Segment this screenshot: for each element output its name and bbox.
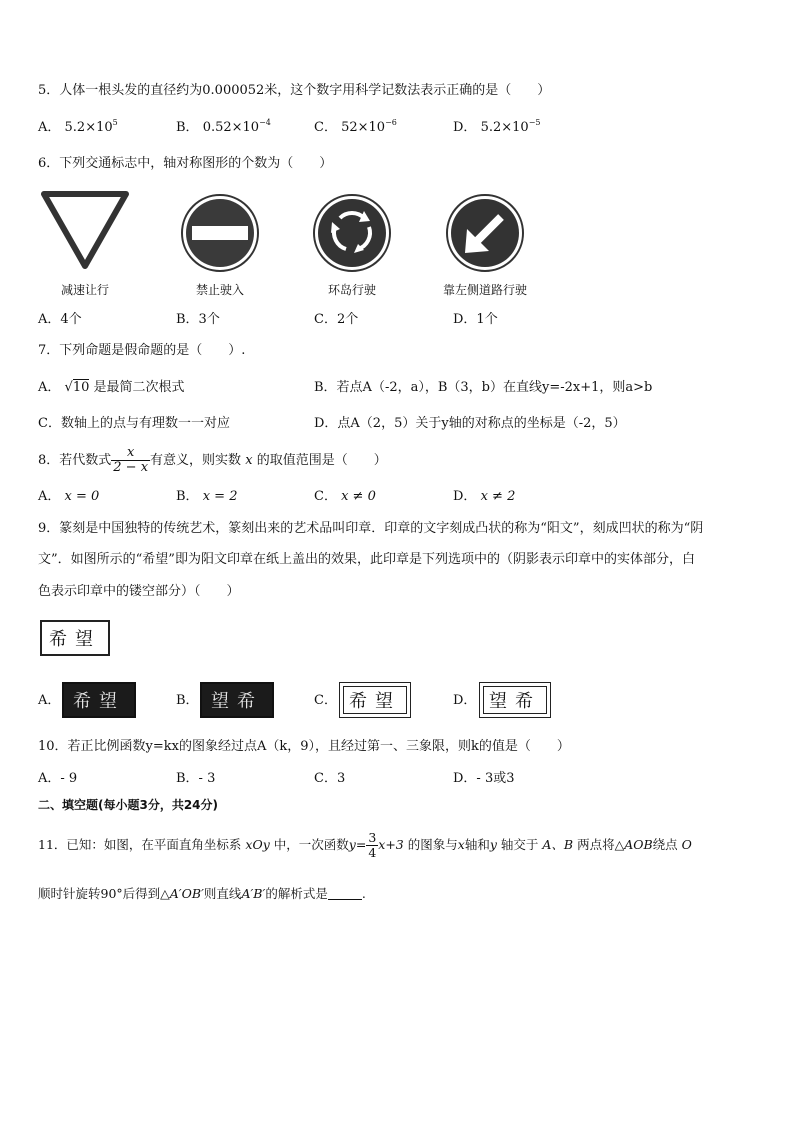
q6-option-b[interactable]: B．3个 [176,312,220,327]
q8-option-b[interactable]: B． x = 2 [176,489,238,504]
q10-option-a[interactable]: A．- 9 [38,771,78,786]
q8-option-a[interactable]: A． x = 0 [38,489,100,504]
seal-option-d[interactable]: 望希 [479,682,551,718]
no-entry-icon [180,193,260,273]
q5-option-a[interactable]: A． $5.2\times 10^5$ [38,118,118,135]
fraction: $\frac{x}{2 - x}$ [113,445,149,475]
q9-option-a-label[interactable]: A． [38,693,61,708]
seal-option-c[interactable]: 希望 [339,682,411,718]
sqrt-symbol: √ [64,380,73,395]
question-9-line-2: 文”．如图所示的“希望”即为阳文印章在纸上盖出的效果，此印章是下列选项中的（阴影表示印章中的实体部分，白 [38,552,695,567]
q6-option-c[interactable]: C．2个 [314,312,359,327]
question-6-stem: 6．下列交通标志中，轴对称图形的个数为（ ） [38,156,333,171]
q9-option-c-label[interactable]: C． [314,693,337,708]
q5-option-b[interactable]: B． $0.52\times 10^{-4}$ [176,118,271,135]
sign-label-roundabout: 环岛行驶 [327,283,376,297]
q7-option-c[interactable]: C．数轴上的点与有理数一一对应 [38,416,230,431]
keep-left-arrow-icon [445,193,525,273]
sign-label-keep-left: 靠左侧道路行驶 [442,283,527,297]
question-11-line-2: 顺时针旋转90°后得到△A′OB′则直线A′B′的解析式是 . [38,886,366,901]
q5-option-c[interactable]: C． $52\times 10^{-6}$ [314,118,397,135]
sample-seal-image: 希望 [40,620,110,656]
slope-fraction: $\frac{3}{4}$ [368,830,377,860]
q6-option-a[interactable]: A．4个 [38,312,82,327]
yield-triangle-icon [40,190,130,270]
seal-option-b[interactable]: 望希 [200,682,274,718]
q7-option-b[interactable]: B．若点A（-2，a），B（3，b）在直线y=-2x+1，则a>b [314,380,653,395]
question-9-line-3: 色表示印章中的镂空部分）（ ） [38,584,240,599]
question-7-stem: 7．下列命题是假命题的是（ ）. [38,343,246,358]
q10-option-c[interactable]: C．3 [314,771,346,786]
q8-option-c[interactable]: C． x ≠ 0 [314,489,376,504]
q7-option-a[interactable]: A． √10 是最简二次根式 [38,380,185,395]
q10-option-d[interactable]: D．- 3或3 [453,771,515,786]
seal-option-a[interactable]: 希望 [62,682,136,718]
question-8-stem: 8．若代数式 $\frac{x}{2 - x}$ 有意义，则实数 x 的取值范围是（ ） [38,445,387,475]
q7-option-d[interactable]: D．点A（2，5）关于y轴的对称点的坐标是（-2，5） [314,416,626,431]
question-5-stem: 5．人体一根头发的直径约为0.000052米，这个数字用科学记数法表示正确的是（ ） [38,83,551,98]
roundabout-icon [312,193,392,273]
q8-option-d[interactable]: D． x ≠ 2 [453,489,516,504]
q10-option-b[interactable]: B．- 3 [176,771,216,786]
q5-option-d[interactable]: D． $5.2\times 10^{-5}$ [453,118,541,135]
question-10-stem: 10．若正比例函数y=kx的图象经过点A（k，9），且经过第一、三象限，则k的值是（ ） [38,739,570,754]
q6-option-d[interactable]: D．1个 [453,312,498,327]
q9-option-b-label[interactable]: B． [176,693,199,708]
question-9-line-1: 9．篆刻是中国独特的传统艺术，篆刻出来的艺术品叫印章．印章的文字刻成凸状的称为“阳文”，刻成凹状的称为“阴 [38,521,704,536]
q9-option-d-label[interactable]: D． [453,693,477,708]
sign-label-yield: 减速让行 [60,283,109,297]
question-11-line-1: 11．已知：如图，在平面直角坐标系 xOy 中，一次函数y= $\frac{3}{4}$ x+3 的图象与x轴和y 轴交于 A、B 两点将△AOB绕点 O [38,830,692,860]
answer-blank[interactable] [328,887,362,900]
section-heading-fill-in: 二、填空题(每小题3分，共24分) [38,798,219,812]
sign-label-no-entry: 禁止驶入 [195,283,244,297]
